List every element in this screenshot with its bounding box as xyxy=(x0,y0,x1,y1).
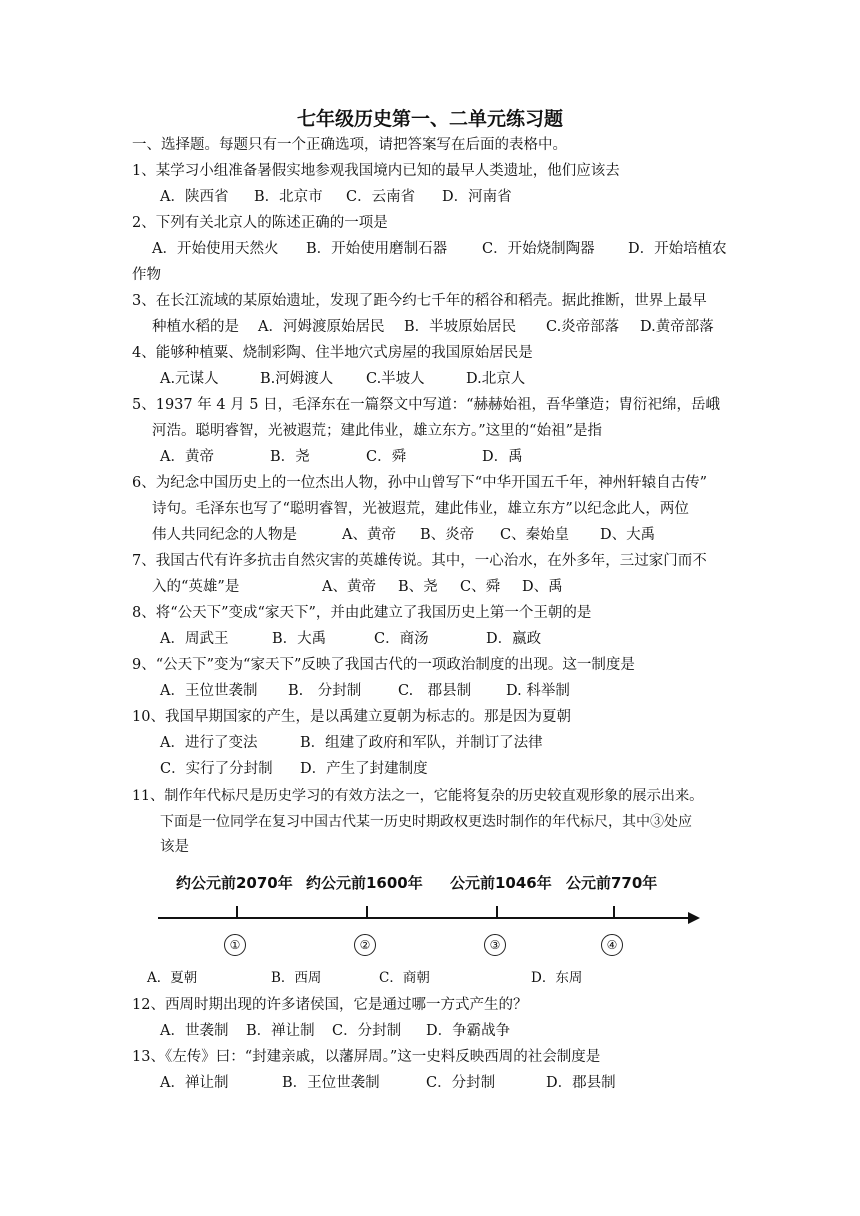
option-c: C．舜 xyxy=(366,449,407,465)
question-2-wrap: 作物 xyxy=(132,267,161,283)
option-c: C. 郡县制 xyxy=(398,683,472,699)
question-1-stem: 1、某学习小组准备暑假实地参观我国境内已知的最早人类遗址，他们应该去 xyxy=(132,163,620,179)
option-b: B．北京市 xyxy=(254,189,323,205)
timeline-arrow-icon xyxy=(688,912,700,924)
question-10-options-row-1 xyxy=(160,733,543,753)
question-3-stem: 3、在长江流域的某原始遗址，发现了距今约七千年的稻谷和稻壳。据此推断，世界上最早 xyxy=(132,293,707,309)
option-b: B．西周 xyxy=(271,970,322,986)
question-8-options xyxy=(160,629,541,649)
option-c: C.炎帝部落 xyxy=(546,319,620,335)
question-10-options-row-2 xyxy=(160,759,428,779)
question-11-options xyxy=(147,968,582,988)
option-d: D．河南省 xyxy=(442,189,512,205)
timeline-tick-3 xyxy=(496,906,498,919)
option-d: D．争霸战争 xyxy=(426,1023,511,1039)
option-c: C．商汤 xyxy=(374,631,429,647)
question-12-options xyxy=(160,1021,510,1041)
option-d: D．嬴政 xyxy=(486,631,542,647)
question-6-stem-3: 伟人共同纪念的人物是 xyxy=(152,527,297,543)
timeline-mark-2: ② xyxy=(354,934,376,956)
option-d: D.黄帝部落 xyxy=(640,319,714,335)
option-a: A．禅让制 xyxy=(160,1075,229,1091)
option-b: B. 分封制 xyxy=(288,683,362,699)
option-d: D．产生了封建制度 xyxy=(300,761,428,777)
option-d: D．东周 xyxy=(531,970,583,986)
question-13-stem: 13、《左传》曰：“封建亲戚，以藩屏周。”这一史料反映西周的社会制度是 xyxy=(132,1049,601,1065)
question-2-stem: 2、下列有关北京人的陈述正确的一项是 xyxy=(132,215,388,231)
option-d: D、禹 xyxy=(522,579,563,595)
question-5-stem: 5、1937 年 4 月 5 日，毛泽东在一篇祭文中写道：“赫赫始祖，吾华肇造；胄衍祀绵，岳峨 xyxy=(132,397,721,413)
question-6-stem-2: 诗句。毛泽东也写了“聪明睿智，光被遐荒，建此伟业，雄立东方”以纪念此人，两位 xyxy=(152,501,689,517)
option-a: A．王位世袭制 xyxy=(160,683,258,699)
option-d: D. 科举制 xyxy=(506,683,570,699)
timeline-mark-1: ① xyxy=(224,934,246,956)
question-7-options xyxy=(152,577,563,597)
question-4-stem: 4、能够种植粟、烧制彩陶、住半地穴式房屋的我国原始居民是 xyxy=(132,345,533,361)
option-a: A．世袭制 xyxy=(160,1023,229,1039)
option-a: A．进行了变法 xyxy=(160,735,258,751)
timeline-tick-1 xyxy=(236,906,238,919)
question-13-options xyxy=(160,1073,616,1093)
question-7-stem-2: 入的“英雄”是 xyxy=(152,579,240,595)
option-a: A．周武王 xyxy=(160,631,229,647)
question-9-options xyxy=(160,681,570,701)
question-9-stem: 9、“公天下”变为“家天下”反映了我国古代的一项政治制度的出现。这一制度是 xyxy=(132,657,635,673)
question-11-stem-2: 下面是一位同学在复习中国古代某一历史时期政权更迭时制作的年代标尺，其中③处应 xyxy=(160,814,692,830)
option-d: D．开始培植农 xyxy=(628,241,727,257)
section-instruction: 一、选择题。每题只有一个正确选项，请把答案写在后面的表格中。 xyxy=(132,137,567,153)
question-4-options xyxy=(160,369,525,389)
option-b: B、尧 xyxy=(398,579,438,595)
timeline-tick-4 xyxy=(613,906,615,919)
option-d: D、大禹 xyxy=(600,527,656,543)
timeline-ruler xyxy=(158,860,703,960)
question-3-stem-2: 种植水稻的是 xyxy=(152,319,239,335)
option-a: A．夏朝 xyxy=(147,970,198,986)
option-a: A、黄帝 xyxy=(322,579,376,595)
question-3-options xyxy=(152,317,714,337)
question-7-stem: 7、我国古代有许多抗击自然灾害的英雄传说。其中，一心治水，在外多年，三过家门而不 xyxy=(132,553,707,569)
page-title: 七年级历史第一、二单元练习题 xyxy=(296,108,563,130)
option-d: D．郡县制 xyxy=(546,1075,616,1091)
option-b: B．王位世袭制 xyxy=(282,1075,380,1091)
option-c: C．商朝 xyxy=(379,970,430,986)
option-b: B．半坡原始居民 xyxy=(404,319,517,335)
option-b: B.河姆渡人 xyxy=(260,371,334,387)
question-8-stem: 8、将“公天下”变成“家天下”，并由此建立了我国历史上第一个王朝的是 xyxy=(132,605,592,621)
option-b: B、炎帝 xyxy=(420,527,475,543)
question-10-stem: 10、我国早期国家的产生，是以禹建立夏朝为标志的。那是因为夏朝 xyxy=(132,709,571,725)
option-c: C．云南省 xyxy=(346,189,416,205)
option-c: C.半坡人 xyxy=(366,371,425,387)
option-c: C．实行了分封制 xyxy=(160,761,273,777)
option-b: B．大禹 xyxy=(272,631,327,647)
timeline-label-3: 公元前1046年 xyxy=(450,874,552,892)
option-b: B．开始使用磨制石器 xyxy=(306,241,448,257)
question-12-stem: 12、西周时期出现的许多诸侯国，它是通过哪一方式产生的？ xyxy=(132,997,528,1013)
option-a: A.元谋人 xyxy=(160,371,219,387)
timeline-label-1: 约公元前2070年 xyxy=(176,874,293,892)
question-5-stem-2: 河浩。聪明睿智，光被遐荒；建此伟业，雄立东方。”这里的“始祖”是指 xyxy=(152,423,602,439)
question-11-stem-3: 该是 xyxy=(160,839,189,855)
option-c: C．分封制 xyxy=(332,1023,402,1039)
option-a: A．黄帝 xyxy=(160,449,214,465)
question-11-stem: 11、制作年代标尺是历史学习的有效方法之一，它能将复杂的历史较直观形象的展示出来。 xyxy=(132,788,704,804)
option-a: A．开始使用天然火 xyxy=(152,241,279,257)
option-d: D.北京人 xyxy=(466,371,526,387)
question-6-options xyxy=(152,525,655,545)
option-a: A．陕西省 xyxy=(160,189,229,205)
option-b: B．尧 xyxy=(270,449,310,465)
option-a: A．河姆渡原始居民 xyxy=(258,319,385,335)
timeline-mark-3: ③ xyxy=(484,934,506,956)
option-c: C．分封制 xyxy=(426,1075,496,1091)
option-c: C．开始烧制陶器 xyxy=(482,241,595,257)
timeline-tick-2 xyxy=(366,906,368,919)
question-1-options xyxy=(160,187,512,207)
timeline-label-2: 约公元前1600年 xyxy=(306,874,423,892)
option-b: B．禅让制 xyxy=(246,1023,315,1039)
question-6-stem: 6、为纪念中国历史上的一位杰出人物，孙中山曾写下“中华开国五千年，神州轩辕自古传” xyxy=(132,475,708,491)
option-d: D．禹 xyxy=(482,449,523,465)
timeline-label-4: 公元前770年 xyxy=(566,874,658,892)
option-a: A、黄帝 xyxy=(342,527,396,543)
option-b: B．组建了政府和军队，并制订了法律 xyxy=(300,735,543,751)
timeline-mark-4: ④ xyxy=(601,934,623,956)
option-c: C、舜 xyxy=(460,579,501,595)
question-2-options xyxy=(152,239,727,259)
option-c: C、秦始皇 xyxy=(500,527,570,543)
question-5-options xyxy=(160,447,523,467)
